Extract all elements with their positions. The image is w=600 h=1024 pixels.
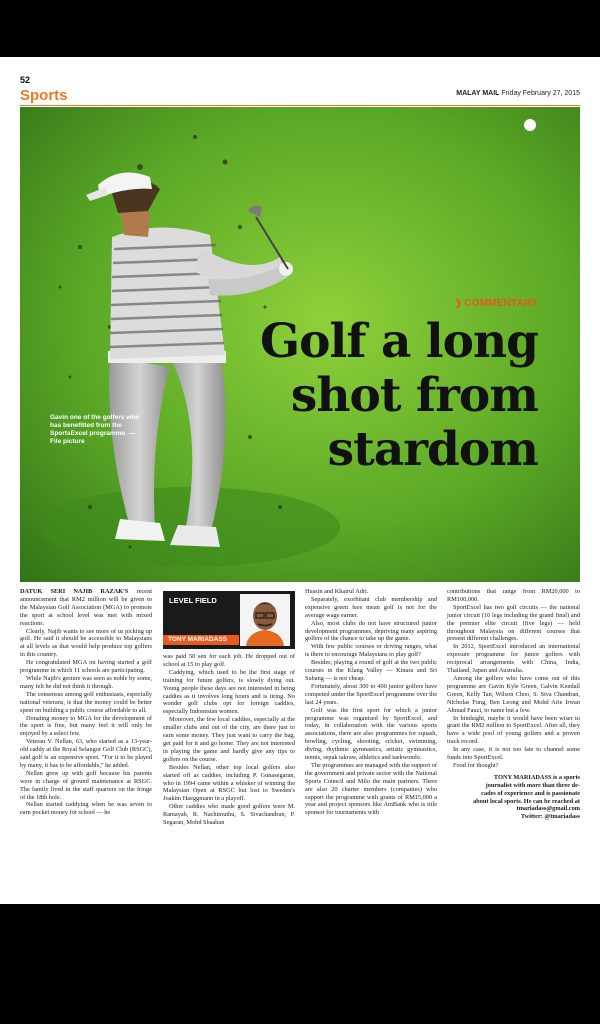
- author-bio: [447, 774, 580, 821]
- header-rule: [20, 105, 580, 106]
- section-title: Sports: [20, 87, 68, 104]
- newspaper-page: [0, 57, 600, 904]
- headline-line: shot from: [290, 368, 538, 423]
- article-paragraph: Food for thought?: [453, 761, 499, 769]
- article-paragraph: Moreover, the few local caddies, especially at the smaller clubs and out of the city, are there just to earn some money. They just want to carry the bag, get paid for it and go home. They are not interested in playing the game and hardly give any tips to golfers on the course.: [163, 716, 295, 763]
- article-paragraph: Besides, playing a round of golf at the two public courses in the Klang Valley — Kinara and Sri Subang — is not cheap.: [305, 659, 437, 682]
- article-column-2: [163, 653, 295, 827]
- article-paragraph: Besides Nellan, other top local golfers also started off as caddies, including P. Gunasegaran, who in 1994 came within a whisker of winning the Malaysian Open at RSGC but lost to Sweden's Joakim Haeggmann in a playoff.: [163, 763, 295, 803]
- article-paragraph: contributions that range from RM20,000 to RM100,000.: [447, 588, 580, 603]
- publication-name: MALAY MAIL: [456, 90, 500, 97]
- article-paragraph: In hindsight, maybe it would have been wiser to grant the RM2 million to SportExcel. After all, they have a wide pool of young golfers and a proven track record.: [447, 714, 580, 746]
- golfer-photo: [20, 107, 580, 582]
- article-lead: DATUK SERI NAJIB RAZAK'S: [20, 588, 129, 595]
- commentary-text: COMMENTARY: [464, 298, 538, 309]
- article-paragraph: SportExcel has two golf circuits — the national junior circuit (10 legs including the grand final) and the premier elite circuit (five legs) — held throughout Malaysia on different courses that present different challenges.: [447, 603, 580, 643]
- article-paragraph: Clearly, Najib wants to see more of us picking up golf. He said it should be accessible to Malaysians at all levels as that would help produce top golfers in this country.: [20, 627, 152, 659]
- bio-line: journalist with more than three de-: [485, 781, 580, 789]
- article-paragraph: With few public courses or driving ranges, what is there to encourage Malaysians to play golf?: [305, 643, 437, 659]
- commentary-label: [455, 298, 538, 309]
- article-column-4: [447, 588, 580, 821]
- article-paragraph: Other caddies who made good golfers were M. Ramayah, R. Nachimuthu, S. Sivachandran, P. Segaran, Mohd Shaaban: [163, 803, 295, 827]
- issue-date: Friday February 27, 2015: [501, 90, 580, 97]
- headline: [218, 315, 538, 477]
- article-paragraph: Donating money to MGA for the development of the sport is fine, but many feel it will only be enjoyed by a select few.: [20, 714, 152, 738]
- column-author: TONY MARIADASS: [168, 636, 227, 643]
- column-box: [163, 591, 295, 649]
- article-paragraph: In 2012, SportExcel introduced an international exposure programme for junior golfers with reciprocal arrangements with China, India, Thailand, Japan and Australia.: [447, 643, 580, 675]
- bio-line: cades of experience and is passionate: [481, 789, 580, 797]
- author-portrait: [240, 594, 290, 646]
- article-paragraph: The consensus among golf enthusiasts, especially national veterans, is that the money could be better spent on building a public course affordable to all.: [20, 690, 152, 714]
- article-paragraph: Among the golfers who have come out of this programme are Gavin Kyle Green, Galvin Kendall Green, Kelly Tan, Wilson Choo, S. Siva Chandran, Nicholas Fung, Ben Leong and Mohd Arie Irwan Ahmad Fauzi, to name but a few.: [447, 674, 580, 714]
- masthead: [456, 90, 580, 97]
- author-portrait-image: [240, 594, 290, 646]
- chevron-right-icon: ❯: [454, 298, 463, 308]
- article-paragraph: Caddying, which used to be the first stage of training for future golfers, is slowly dying out. Young people these days are not interested in being caddies as it involves long hours and is tiring. No wonder golf clubs opt for foreign caddies, especially Indonesian women.: [163, 668, 295, 716]
- article-paragraph: While Najib's gesture was seen as noble by some, many felt he did not think it through.: [20, 674, 152, 690]
- article-paragraph: Also, most clubs do not have structured junior development programmes, depriving many aspiring golfers of the chance to take up the game.: [305, 619, 437, 643]
- article-paragraph: Hussin and Khairul Adri.: [305, 588, 369, 595]
- article-paragraph: [20, 588, 152, 628]
- article-paragraph: He congratulated MGA on having started a golf programme in which 11 schools are participating.: [20, 659, 152, 675]
- article-paragraph: was paid 50 sen for each job. He dropped out of school at 15 to play golf.: [163, 653, 295, 668]
- headline-line: Golf a long: [260, 314, 538, 369]
- article-paragraph: Separately, exorbitant club membership and expensive green fees mean golf is not for the average wage earner.: [305, 595, 437, 619]
- article-paragraph: Golf was the first sport for which a junior programme was organised by SportExcel, and today, in collaboration with the various sports associations, there are also programmes for squash, bowling, cycling, shooting, cricket, swimming, diving, rhythmic gymnastics, artistic gymnastics, tennis, sepak takraw, athletics and taekwondo.: [305, 706, 437, 762]
- article-text: recent announcement that RM2 million will be given to the Malaysian Golf Association (MGA) to promote the sport at school level was met with mixed reactions.: [20, 588, 152, 627]
- article-paragraph: Veteran V. Nellan, 63, who started as a 13-year-old caddy at the Royal Selangor Golf Club (RSGC), said golf is an expensive sport. "For it to be played by many, it has to be affordable," he added.: [20, 738, 152, 769]
- bio-line: TONY MARIADASS is a sports: [493, 773, 580, 781]
- column-title: LEVEL FIELD: [169, 596, 217, 605]
- page-number: 52: [20, 75, 31, 85]
- article-paragraph: The programmes are managed with the support of the government and private sector with the National Sports Council and Milo the main partners. There are also 20 charter members (companies) who support the programme with grants of RM15,000 a year and project sponsors like AmBank who is title sponsor for tournaments with: [305, 761, 437, 817]
- article-paragraph: Fortunately, about 300 to 400 junior golfers have competed under the SportExcel programme over the last 24 years.: [305, 682, 437, 706]
- bio-line: about local sports. He can be reached at: [473, 797, 580, 805]
- article-paragraph: In any case, it is not too late to channel some funds into SportExcel.: [447, 746, 580, 762]
- headline-line: stardom: [327, 422, 538, 477]
- article-paragraph: Nellan grew up with golf because his parents were in charge of ground maintenance at RSGC. The family lived in the staff quarters on the fringe of the 18th hole.: [20, 769, 152, 801]
- article-paragraph: Nellan started caddying when he was seven to earn pocket money for school — he: [20, 801, 152, 817]
- article-column-3: [305, 588, 437, 817]
- article-column-1: [20, 588, 152, 817]
- author-email: tmariadass@gmail.com: [516, 805, 580, 813]
- author-twitter: Twitter: @tmariadass: [520, 813, 580, 821]
- photo-caption: Gavin one of the golfers who has benefitted from the SportsExcel programme. — File picture: [50, 414, 140, 445]
